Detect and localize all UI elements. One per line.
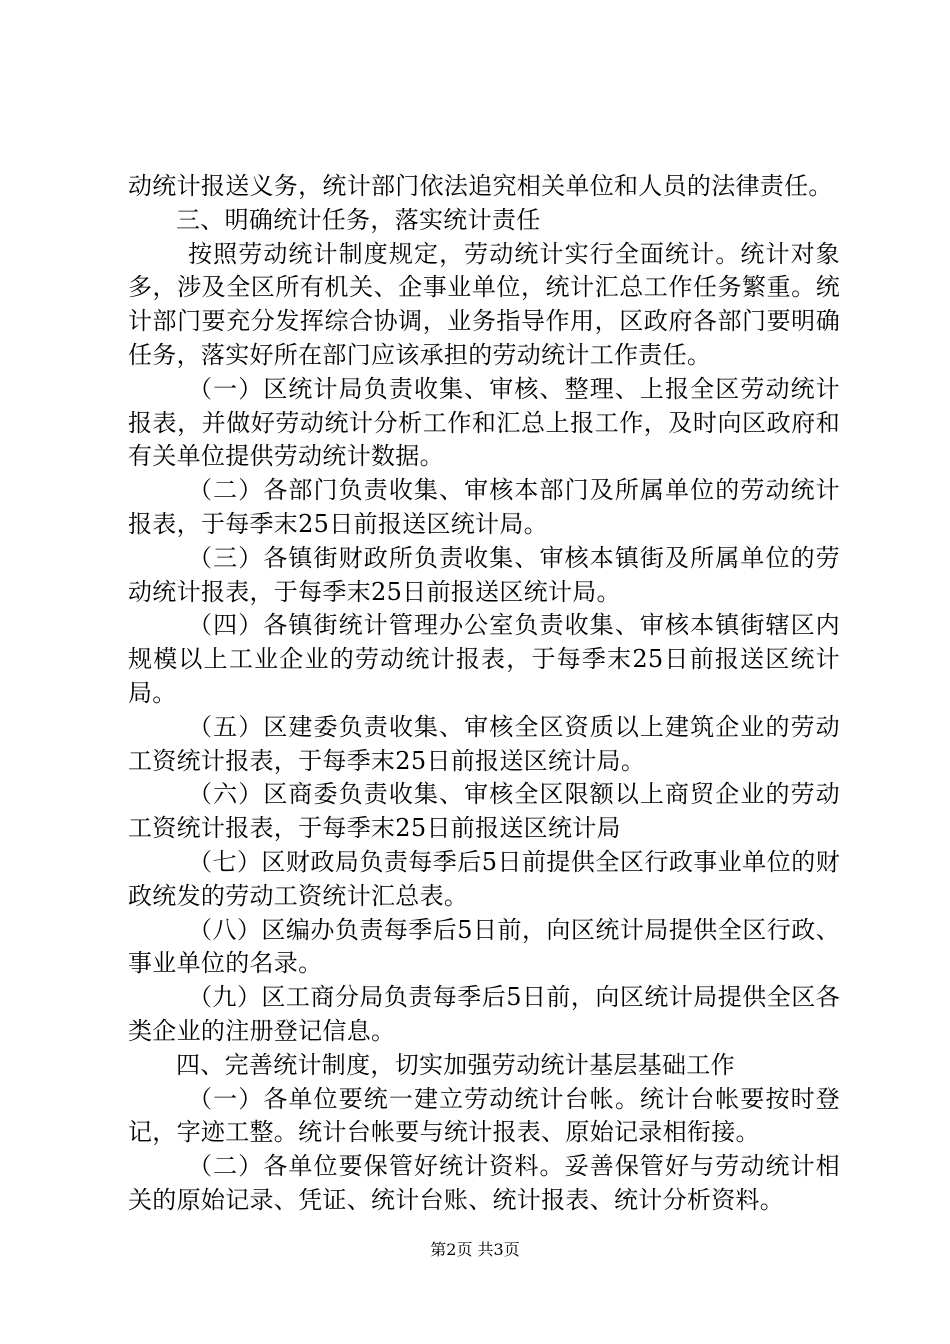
list-item: （三）各镇街财政所负责收集、审核本镇街及所属单位的劳动统计报表，于每季末25日前报送区统计局。 (128, 543, 840, 606)
list-item: （一）各单位要统一建立劳动统计台帐。统计台帐要按时登记，字迹工整。统计台帐要与统计报表、原始记录相衔接。 (128, 1084, 840, 1147)
list-item: （二）各单位要保管好统计资料。妥善保管好与劳动统计相关的原始记录、凭证、统计台账、统计报表、统计分析资料。 (128, 1152, 840, 1214)
list-item: （九）区工商分局负责每季后5日前，向区统计局提供全区各类企业的注册登记信息。 (128, 983, 840, 1045)
list-item: （四）各镇街统计管理办公室负责收集、审核本镇街辖区内规模以上工业企业的劳动统计报表，于每季末25日前报送区统计局。 (128, 611, 840, 707)
section-heading: 四、完善统计制度，切实加强劳动统计基层基础工作 (176, 1050, 735, 1079)
list-item: （七）区财政局负责每季后5日前提供全区行政事业单位的财政统发的劳动工资统计汇总表。 (128, 847, 840, 910)
paragraph: 按照劳动统计制度规定，劳动统计实行全面统计。统计对象多，涉及全区所有机关、企事业单位，统计汇总工作任务繁重。统计部门要充分发挥综合协调，业务指导作用，区政府各部门要明确任务，落实好所在部门应该承担的劳动统计工作责任。 (128, 239, 840, 369)
paragraph: 动统计报送义务，统计部门依法追究相关单位和人员的法律责任。 (128, 172, 833, 200)
list-item: （一）区统计局负责收集、审核、整理、上报全区劳动统计报表，并做好劳动统计分析工作和汇总上报工作，及时向区政府和有关单位提供劳动统计数据。 (128, 374, 840, 471)
list-item: （八）区编办负责每季后5日前，向区统计局提供全区行政、事业单位的名录。 (128, 915, 840, 978)
list-item: （六）区商委负责收集、审核全区限额以上商贸企业的劳动工资统计报表，于每季末25日前报送区统计局 (128, 780, 840, 843)
list-item: （二）各部门负责收集、审核本部门及所属单位的劳动统计报表，于每季末25日前报送区统计局。 (128, 476, 840, 538)
document-body (128, 170, 840, 1218)
page-number-footer: 第2页 共3页 (430, 1240, 520, 1259)
list-item: （五）区建委负责收集、审核全区资质以上建筑企业的劳动工资统计报表，于每季末25日前报送区统计局。 (128, 712, 840, 775)
section-heading: 三、明确统计任务，落实统计责任 (176, 205, 541, 234)
